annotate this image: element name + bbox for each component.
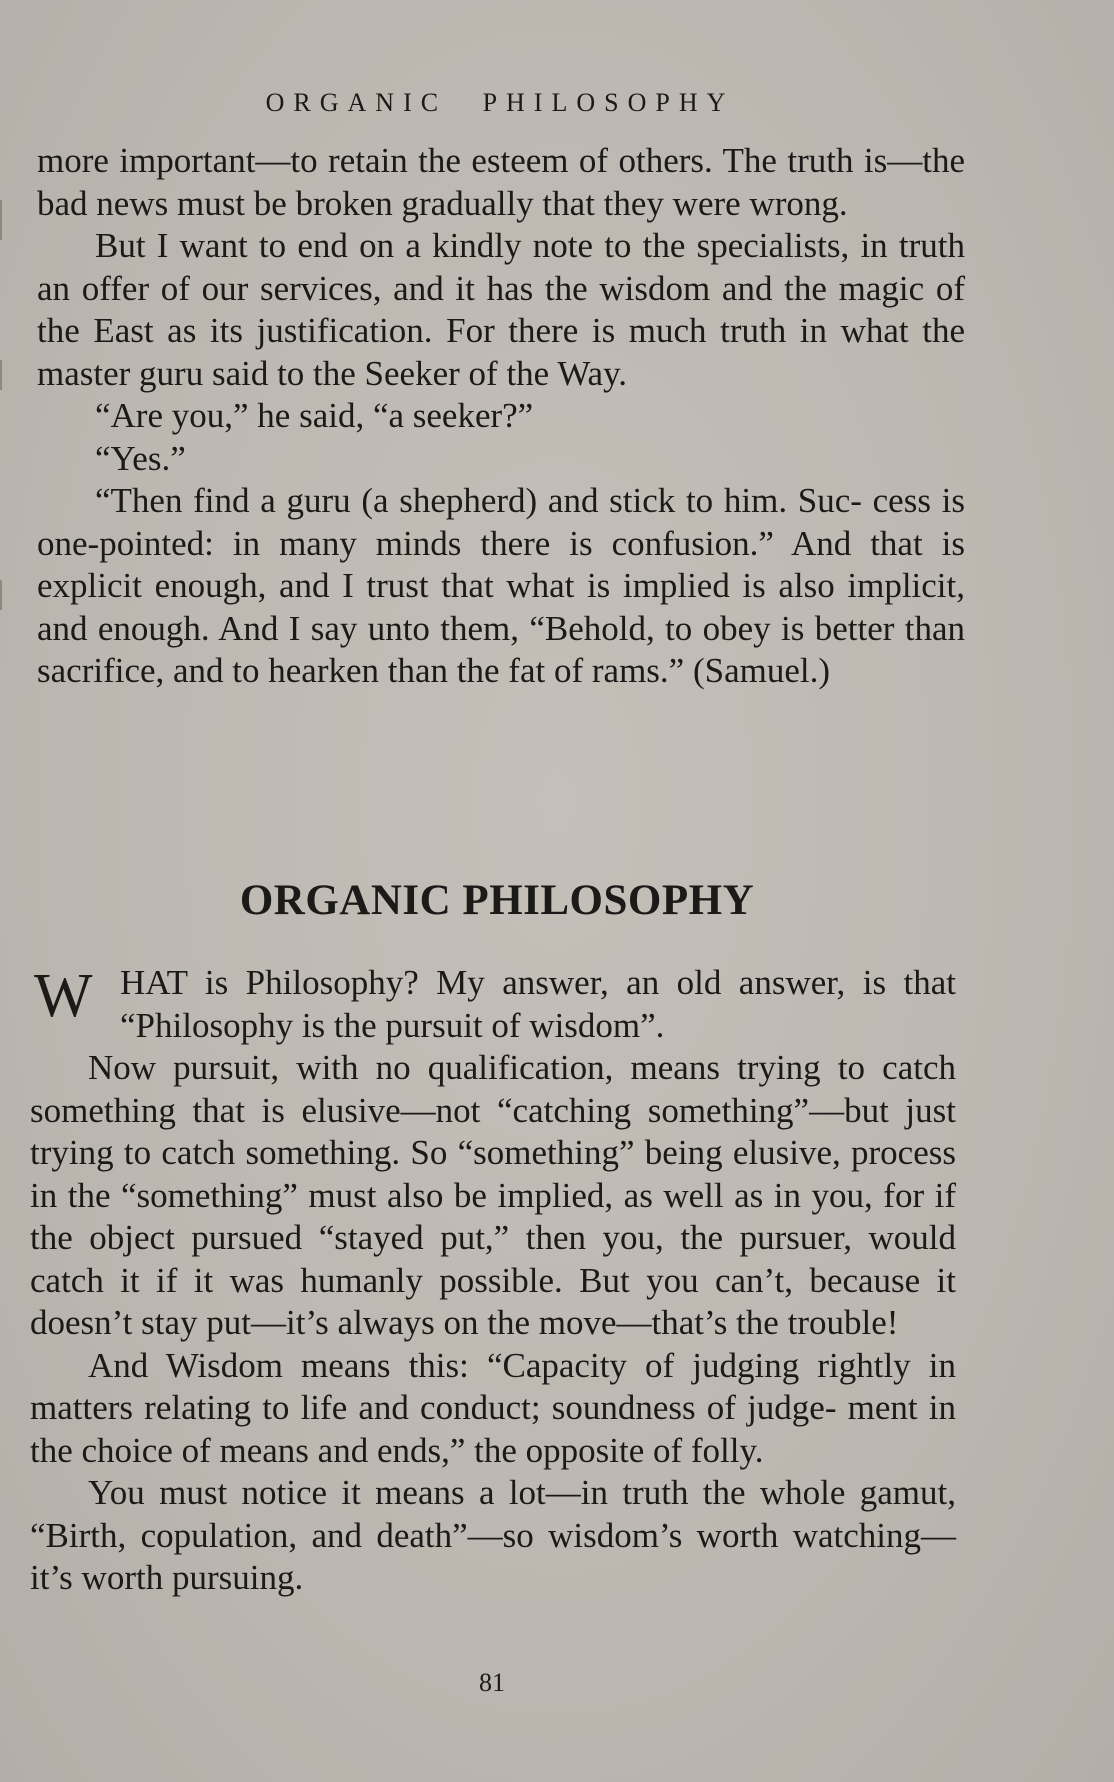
paragraph: “Yes.” bbox=[95, 438, 186, 478]
paragraph: Now pursuit, with no qualification, means trying to catch something that is elusive—not “catching something”—but just trying to catch something. So “something” being elusive, process in the “something” must also be implied, as well as in you, for if the object pursued “stayed put,” then you, the pursuer, would catch it if it was humanly possible. But you can’t, because it doesn’t stay put—it’s always on the move—that’s the trouble! bbox=[30, 1048, 956, 1342]
paragraph: But I want to end on a kindly note to the specialists, in truth an offer of our services, and it has the wisdom and the magic of the East as its justification. For there is much truth in what the master guru said to the Seeker of the Way. bbox=[37, 226, 965, 393]
paragraph: “Are you,” he said, “a seeker?” bbox=[95, 396, 534, 435]
continued-text bbox=[37, 140, 965, 693]
running-head: ORGANIC PHILOSOPHY bbox=[265, 88, 735, 117]
page-number: 81 bbox=[479, 1668, 505, 1697]
margin-mark bbox=[0, 360, 2, 390]
paragraph: And Wisdom means this: “Capacity of judging rightly in matters relating to life and conduct; soundness of judge- ment in the choice of means and ends,” the opposite of folly. bbox=[30, 1345, 956, 1470]
paragraph: You must notice it means a lot—in truth the whole gamut, “Birth, copulation, and death”—so wisdom’s worth watching—it’s worth pursuing. bbox=[30, 1473, 956, 1597]
margin-mark bbox=[0, 200, 2, 240]
paragraph: HAT is Philosophy? My answer, an old answer, is that “Philosophy is the pursuit of wisdom”. bbox=[120, 963, 956, 1045]
paragraph: more important—to retain the esteem of others. The truth is—the bad news must be broken gradually that they were wrong. bbox=[37, 141, 965, 223]
drop-cap: W bbox=[34, 962, 93, 1030]
paragraph: “Then find a guru (a shepherd) and stick to him. Suc- cess is one-pointed: in many minds there is confusion.” And that is explicit enough, and I trust that what is implied is also implicit, and enough. And I say unto them, “Behold, to obey is better than sacrifice, and to hearken than the fat of rams.” (Samuel.) bbox=[37, 481, 965, 690]
chapter-body bbox=[30, 962, 956, 1600]
chapter-title: ORGANIC PHILOSOPHY bbox=[239, 877, 755, 924]
opening-paragraph bbox=[30, 962, 956, 1047]
margin-mark bbox=[0, 580, 2, 610]
